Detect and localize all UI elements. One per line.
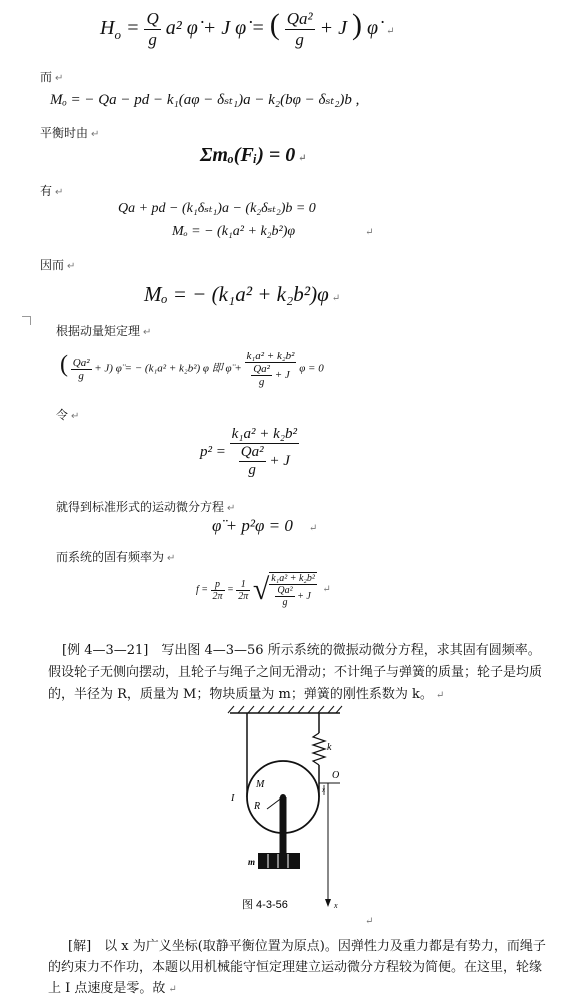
label-frequency: [56, 548, 175, 565]
solution-paragraph: [48, 936, 553, 1000]
label-ling-text: 令: [56, 408, 69, 422]
sqrt-icon: √: [252, 573, 270, 606]
return-mark: ↵: [386, 26, 395, 37]
equation-p-squared: [200, 426, 299, 479]
label-I: I: [231, 793, 235, 804]
eq1-equals: =: [125, 17, 140, 39]
label-O: O: [332, 770, 340, 781]
eq3-text: Σmₒ(Fᵢ) = 0: [200, 144, 296, 166]
eq1-phi-dot: φ̇: [366, 17, 379, 39]
return-mark: ↵: [308, 523, 318, 534]
return-mark: ↵: [322, 584, 331, 596]
return-mark: ↵: [91, 129, 100, 140]
return-mark: ↵: [227, 503, 236, 514]
example-paragraph: [48, 640, 553, 707]
eq1-plus-j: + J: [319, 17, 347, 39]
eq9-one: 1: [236, 579, 250, 591]
eq6-right-den: [245, 363, 297, 388]
eq2-text: Mₒ = − Qa − pd − k₁(aφ − δₛₜ₁)a − k₂(bφ − δₛₜ₂)b ,: [50, 92, 360, 108]
eq6-paren-open: (: [60, 351, 68, 378]
eq7-num: k₁a² + k₂b²: [231, 426, 297, 442]
eq7-den-frac: [239, 444, 266, 479]
mechanism-diagram: [220, 705, 380, 920]
eq7-lhs: p² =: [200, 443, 226, 460]
eq8-text: φ̈ + p²φ = 0: [212, 516, 293, 535]
return-mark: ↵: [168, 984, 177, 995]
ceiling-hatch: [228, 706, 342, 713]
equation-mo-result: [144, 282, 340, 307]
eq1-frac-num: Q: [146, 8, 159, 28]
eq9-den-num: Qa²: [277, 585, 293, 596]
label-standard-text: 就得到标准形式的运动微分方程: [56, 500, 225, 514]
eq9-num: k₁a² + k₂b²: [271, 573, 315, 584]
eq9-den: [269, 585, 317, 608]
eq6-right-fraction: [245, 350, 297, 388]
label-standard: [56, 498, 235, 515]
equation-sum-moments: [200, 144, 307, 167]
eq1-paren-open: (: [269, 8, 280, 41]
eq6-right-den-num: Qa²: [253, 363, 270, 375]
eq7-den: [230, 444, 299, 479]
return-mark: ↵: [55, 73, 64, 84]
label-ling: [56, 406, 79, 423]
eq1-lhs-sub: o: [114, 27, 121, 42]
eq9-lhs: f =: [196, 584, 209, 596]
equation-ho: [100, 8, 394, 50]
eq1-frac-den: g: [148, 29, 157, 49]
return-mark: ↵: [167, 553, 176, 564]
eq6-left-den: g: [78, 369, 84, 382]
eq7-den-den: g: [248, 462, 256, 478]
eq7-fraction: [230, 426, 299, 479]
label-x-small: x: [322, 786, 326, 794]
label-m: m: [248, 857, 256, 867]
label-k: k: [327, 742, 332, 753]
eq1-middle: a² φ̇ + J φ̇ =: [165, 17, 265, 39]
eq9-one-over-2pi: [236, 579, 250, 602]
label-er: [40, 68, 63, 85]
figure-caption: 图 4-3-56: [242, 899, 288, 911]
eq1-paren-num: Qa²: [286, 8, 313, 28]
eq7-den-num: Qa²: [240, 444, 264, 460]
return-mark: ↵: [55, 187, 64, 198]
eq6-left-num: Qa²: [72, 356, 90, 369]
return-mark: ↵: [143, 327, 152, 338]
return-mark: ↵: [331, 293, 341, 304]
return-mark: ↵: [365, 916, 374, 927]
eq9-p-over-2pi: [211, 579, 225, 602]
mass-block: [258, 853, 300, 869]
equation-balance: [118, 200, 316, 217]
label-M: M: [256, 779, 265, 790]
corner-mark: [22, 316, 31, 325]
eq9-den-den: g: [282, 597, 288, 608]
label-balance-text: 平衡时由: [40, 126, 89, 140]
label-frequency-text: 而系统的固有频率为: [56, 550, 165, 564]
return-mark: ↵: [435, 690, 445, 701]
eq9-den-frac: [275, 585, 294, 608]
label-balance: [40, 124, 99, 141]
eq9-radicand: [269, 572, 317, 608]
eq6-right-den-den: g: [258, 376, 265, 388]
equation-momentum: [60, 350, 324, 388]
return-mark: ↵: [298, 153, 307, 164]
label-er-text: 而: [40, 70, 53, 84]
eq9-eq: =: [227, 584, 234, 596]
equation-mo-full: [50, 90, 359, 109]
label-yiner-text: 因而: [40, 258, 65, 272]
eq9-two-pi-b: 2π: [238, 590, 249, 602]
example-text: [例 4—3—21] 写出图 4—3—56 所示系统的微振动微分方程，求其固有圆频率。假设轮子无侧向摆动，且轮子与绳子之间无滑动；不计绳子与弹簧的质量；轮子是均质的，半径为 R，质量为 M；物块质量为 m；弹簧的刚性系数为 k。: [48, 643, 543, 702]
equation-mo-short: [172, 224, 374, 240]
eq9-p: p: [211, 579, 225, 591]
label-you: [40, 182, 63, 199]
wheel-center: [280, 794, 286, 800]
eq4b-text: Mₒ = − (k₁a² + k₂b²)φ: [172, 224, 296, 239]
eq6-right-num: k₁a² + k₂b²: [246, 350, 295, 362]
eq6-right-den-rest: + J: [274, 369, 290, 382]
figure-4-3-56: [220, 705, 380, 920]
label-R: R: [254, 801, 261, 812]
eq1-lhs: H: [100, 17, 115, 39]
eq7-den-rest: + J: [269, 452, 290, 469]
eq1-paren-fraction: [285, 9, 315, 50]
eq9-two-pi: 2π: [212, 590, 223, 602]
eq6-right-den-frac: [251, 363, 272, 388]
eq4a-text: Qa + pd − (k₁δₛₜ₁)a − (k₂δₛₜ₂)b = 0: [118, 201, 316, 216]
label-theorem-text: 根据动量矩定理: [56, 324, 141, 338]
return-mark: ↵: [365, 227, 374, 238]
eq5-text: Mₒ = − (k₁a² + k₂b²)φ: [144, 282, 329, 306]
eq6-left-fraction: [71, 357, 92, 382]
eq6-left-rest: + J) φ̈ = − (k₁a² + k₂b²) φ 即 φ̈ +: [94, 362, 242, 375]
eq1-paren-close: ): [351, 8, 362, 41]
eq9-fraction: [269, 573, 317, 608]
label-you-text: 有: [40, 184, 53, 198]
eq6-tail: φ = 0: [299, 362, 324, 375]
solution-text: [解] 以 x 为广义坐标(取静平衡位置为原点)。因弹性力及重力都是有势力，而绳子的约束力不作功，本题以用机械能守恒定理建立运动微分方程较为简便。在这里，轮缘上 I 点速度是零。故: [48, 939, 546, 996]
return-mark: ↵: [67, 261, 76, 272]
spring: [313, 733, 325, 765]
equation-standard-form: [212, 516, 317, 536]
eq1-fraction: [144, 9, 160, 50]
return-mark: ↵: [71, 411, 80, 422]
eq9-den-rest: + J: [297, 590, 311, 602]
equation-natural-frequency: [196, 572, 331, 608]
label-x-axis: x: [334, 901, 338, 910]
eq1-paren-den: g: [295, 29, 304, 49]
label-theorem: [56, 322, 151, 339]
x-axis-arrow: [325, 899, 331, 907]
label-yiner: [40, 256, 75, 273]
